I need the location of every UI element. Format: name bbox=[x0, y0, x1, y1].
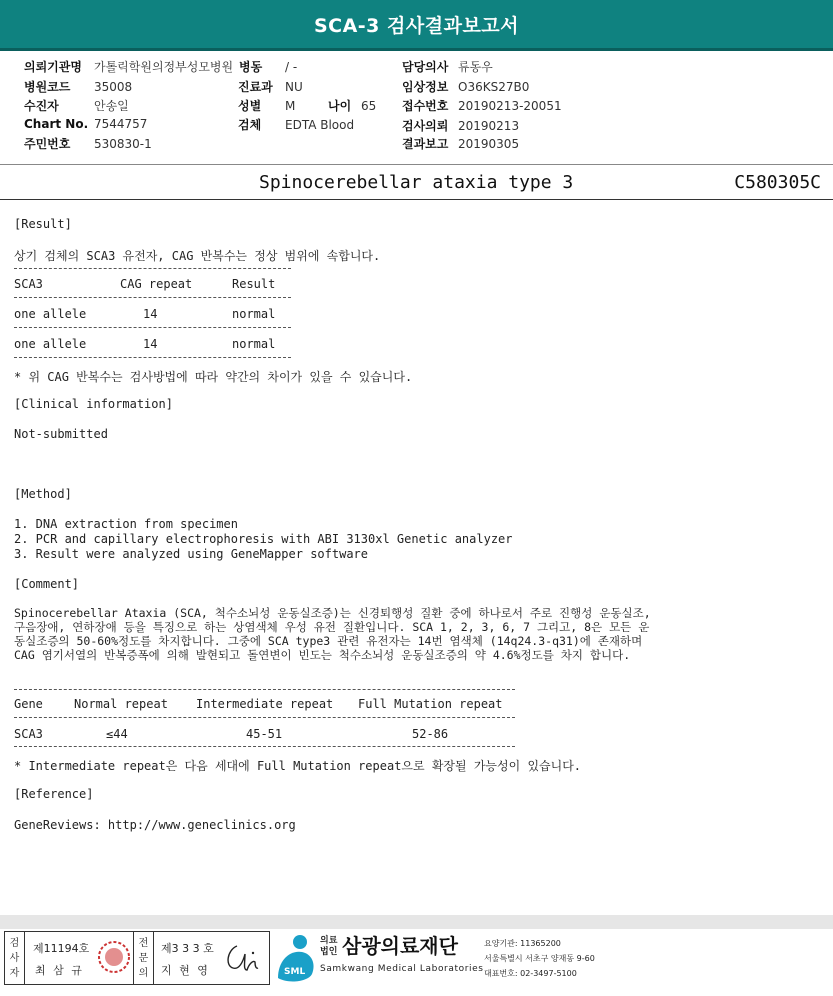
signature-box bbox=[4, 931, 270, 985]
comment-line-3: 동실조증의 50-60%정도를 차지합니다. 그중에 SCA type3 관련 유전자는 14번 염색체 (14q24.3-q31)에 존재하며 bbox=[14, 634, 643, 648]
info-sex: 성별 M bbox=[238, 99, 296, 113]
method-line-2: 2. PCR and capillary electrophoresis with ABI 3130xl Genetic analyzer bbox=[14, 532, 513, 546]
checker-name: 최 삼 규 bbox=[35, 964, 84, 977]
comment-heading: [Comment] bbox=[14, 577, 80, 591]
gene-row-full: 52-86 bbox=[412, 727, 449, 741]
org-english-name: Samkwang Medical Laboratories bbox=[320, 964, 484, 974]
result-row1-allele: one allele bbox=[14, 307, 87, 321]
title-divider bbox=[0, 199, 833, 200]
divider bbox=[14, 746, 515, 747]
reference-text: GeneReviews: http://www.geneclinics.org bbox=[14, 818, 296, 832]
info-institution: 의뢰기관명 가톨릭학원의정부성모병원 bbox=[24, 60, 234, 74]
org-contact: 요양기관: 11365200 서울특별시 서초구 양재동 9-60 대표번호: 02-3497-5100 bbox=[484, 939, 595, 978]
method-heading: [Method] bbox=[14, 487, 72, 501]
test-name: Spinocerebellar ataxia type 3 bbox=[259, 172, 574, 193]
report-title: SCA-3 검사결과보고서 bbox=[313, 14, 520, 37]
specialist-name: 지 현 영 bbox=[161, 964, 210, 977]
clinical-text: Not-submitted bbox=[14, 427, 108, 441]
gene-col-full: Full Mutation repeat bbox=[358, 697, 503, 711]
specialist-label: 전 문 의 bbox=[134, 932, 154, 984]
result-summary: 상기 검체의 SCA3 유전자, CAG 반복수는 정상 범위에 속합니다. bbox=[14, 249, 381, 263]
org-logo bbox=[272, 930, 832, 986]
checker-label: 검 사 자 bbox=[5, 932, 25, 984]
comment-line-1: Spinocerebellar Ataxia (SCA, 척수소뇌성 운동실조증)는 신경퇴행성 질환 중에 하나로서 주로 진행성 운동실조, bbox=[14, 606, 651, 620]
comment-note: * Intermediate repeat은 다음 세대에 Full Mutation repeat으로 확장될 가능성이 있습니다. bbox=[14, 759, 582, 773]
gene-col-gene: Gene bbox=[14, 697, 43, 711]
gene-col-normal: Normal repeat bbox=[74, 697, 168, 711]
info-ward: 병동 / - bbox=[239, 60, 298, 74]
divider bbox=[14, 357, 291, 358]
org-name: 삼광의료재단 bbox=[342, 934, 458, 958]
method-line-3: 3. Result were analyzed using GeneMapper software bbox=[14, 547, 369, 561]
info-department: 진료과 NU bbox=[238, 80, 303, 94]
result-col-cag: CAG repeat bbox=[120, 277, 193, 291]
gene-col-intermediate: Intermediate repeat bbox=[196, 697, 334, 711]
gene-row-normal: ≤44 bbox=[106, 727, 128, 741]
reference-heading: [Reference] bbox=[14, 787, 94, 801]
header-divider bbox=[0, 164, 833, 165]
result-row2-allele: one allele bbox=[14, 337, 87, 351]
result-row1-repeat: 14 bbox=[143, 307, 158, 321]
checker-license: 제11194호 bbox=[33, 942, 90, 955]
result-row1-result: normal bbox=[232, 307, 276, 321]
info-resident-no: 주민번호 530830-1 bbox=[24, 137, 152, 151]
test-code: C580305C bbox=[734, 172, 821, 193]
divider bbox=[14, 689, 515, 690]
divider bbox=[14, 268, 291, 269]
report-header bbox=[0, 0, 833, 51]
info-request-date: 검사의뢰 20190213 bbox=[402, 119, 520, 133]
comment-text bbox=[14, 606, 826, 662]
footer-band bbox=[0, 915, 833, 929]
gene-row-intermediate: 45-51 bbox=[246, 727, 283, 741]
comment-line-2: 구음장애, 연하장애 등을 특징으로 하는 상염색체 우성 유전 질환입니다. SCA 1, 2, 3, 6, 7 그리고, 8은 모든 운 bbox=[14, 620, 650, 634]
info-specimen: 검체 EDTA Blood bbox=[238, 118, 355, 132]
method-line-1: 1. DNA extraction from specimen bbox=[14, 517, 238, 531]
report-test-title bbox=[0, 172, 833, 202]
result-col-gene: SCA3 bbox=[14, 277, 43, 291]
result-heading: [Result] bbox=[14, 217, 72, 231]
info-clinical: 임상정보 O36KS27B0 bbox=[402, 80, 530, 94]
comment-line-4: CAG 염기서열의 반복증폭에 의해 발현되고 돌연변이 빈도는 척수소뇌성 운동실조증의 약 4.6%정도를 차지 합니다. bbox=[14, 648, 631, 662]
info-age: 나이 65 bbox=[328, 99, 377, 113]
clinical-heading: [Clinical information] bbox=[14, 397, 173, 411]
gene-row-gene: SCA3 bbox=[14, 727, 43, 741]
org-prefix: 의료 법인 bbox=[320, 936, 338, 957]
specialist-license: 제3 3 3 호 bbox=[161, 942, 214, 955]
result-note: * 위 CAG 반복수는 검사방법에 따라 약간의 차이가 있을 수 있습니다. bbox=[14, 370, 413, 384]
specialist-signature bbox=[223, 940, 263, 979]
result-col-result: Result bbox=[232, 277, 276, 291]
sml-logo-icon bbox=[272, 930, 318, 984]
seal-stamp bbox=[95, 938, 133, 976]
divider bbox=[14, 717, 515, 718]
info-doctor: 담당의사 류동우 bbox=[402, 60, 493, 74]
info-chart-no: Chart No. 7544757 bbox=[24, 117, 148, 131]
info-patient-name: 수진자 안송일 bbox=[24, 99, 129, 113]
result-row2-result: normal bbox=[232, 337, 276, 351]
divider bbox=[14, 327, 291, 328]
info-hospital-code: 병원코드 35008 bbox=[24, 80, 133, 94]
result-row2-repeat: 14 bbox=[143, 337, 158, 351]
info-receipt-no: 접수번호 20190213-20051 bbox=[402, 99, 562, 113]
info-report-date: 결과보고 20190305 bbox=[402, 137, 520, 151]
svg-text:SML: SML bbox=[284, 967, 306, 977]
divider bbox=[14, 297, 291, 298]
